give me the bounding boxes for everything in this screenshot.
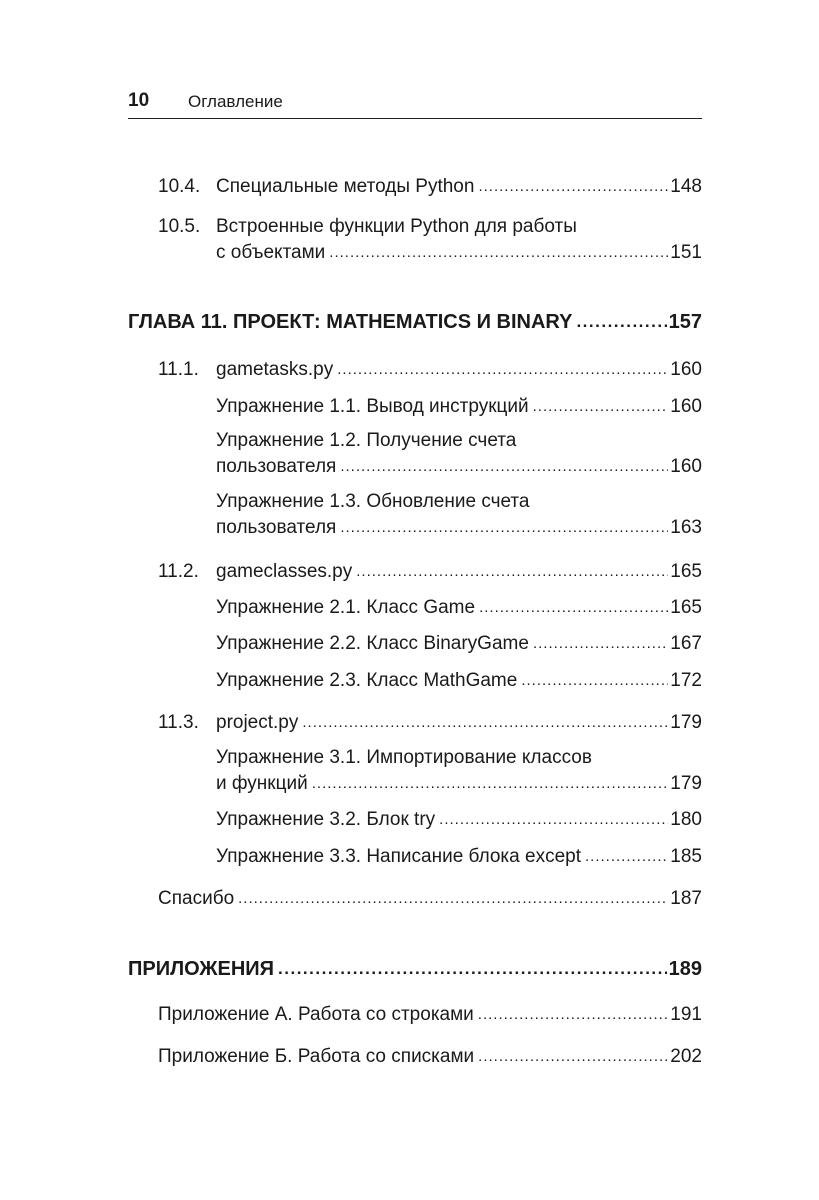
toc-appendices	[128, 954, 702, 980]
toc-entry-number: 11.2.	[158, 561, 199, 582]
exercise-title: Упражнение 3.2. Блок try	[216, 809, 439, 831]
dot-leader	[278, 958, 667, 980]
chapter-page-number: 189	[668, 958, 702, 980]
dot-leader	[340, 517, 668, 539]
dot-leader	[312, 773, 669, 795]
dot-leader	[439, 809, 668, 831]
toc-entry-number: 11.1.	[158, 359, 199, 380]
running-header	[128, 90, 702, 118]
toc-entry-11-2	[158, 557, 702, 583]
chapter-title: ПРИЛОЖЕНИЯ	[128, 958, 278, 980]
dot-leader	[479, 597, 668, 619]
dot-leader	[533, 633, 668, 655]
toc-page-number: 180	[670, 809, 702, 830]
dot-leader	[478, 176, 668, 198]
toc-page-number: 202	[670, 1046, 702, 1067]
toc-page-number: 165	[670, 597, 702, 618]
toc-appendix-b	[158, 1042, 702, 1068]
header-page-number: 10	[128, 90, 150, 111]
toc-page-number: 163	[670, 517, 702, 538]
exercise-title: Упражнение 2.3. Класс MathGame	[216, 670, 521, 692]
header-title: Оглавление	[188, 92, 283, 111]
exercise-title-cont: пользователя	[216, 517, 340, 539]
toc-page-number: 187	[670, 888, 702, 909]
chapter-page-number: 157	[668, 311, 702, 333]
toc-exercise-1-1	[216, 392, 702, 418]
toc-page-number: 179	[670, 773, 702, 794]
toc-page-number: 160	[670, 359, 702, 380]
toc-page-number: 172	[670, 670, 702, 691]
toc-entry-title: Приложение А. Работа со строками	[158, 1004, 478, 1026]
toc-appendix-a	[158, 1000, 702, 1026]
exercise-title-cont: и функций	[216, 773, 312, 795]
toc-exercise-1-2	[216, 452, 702, 478]
dot-leader	[478, 1004, 669, 1026]
toc-entry-title: Приложение Б. Работа со списками	[158, 1046, 478, 1068]
dot-leader	[585, 846, 668, 868]
toc-exercise-3-1	[216, 769, 702, 795]
toc-entry-title: gameclasses.py	[216, 561, 353, 582]
toc-exercise-2-3	[216, 666, 702, 692]
toc-entry-title-cont: с объектами	[216, 242, 329, 264]
dot-leader	[302, 712, 668, 734]
toc-exercise-3-3	[216, 842, 702, 868]
toc-exercise-1-3	[216, 513, 702, 539]
dot-leader	[337, 359, 668, 381]
chapter-title: ГЛАВА 11. ПРОЕКТ: MATHEMATICS И BINARY	[128, 311, 576, 333]
toc-chapter-11	[128, 307, 702, 333]
toc-entry-10-4	[158, 172, 702, 198]
dot-leader	[521, 670, 668, 692]
dot-leader	[356, 561, 668, 583]
toc-page-number: 160	[670, 396, 702, 417]
dot-leader	[329, 242, 668, 264]
dot-leader	[340, 456, 668, 478]
exercise-title: Упражнение 3.3. Написание блока except	[216, 846, 585, 868]
toc-entry-title: project.py	[216, 712, 299, 733]
toc-page-number: 160	[670, 456, 702, 477]
dot-leader	[238, 888, 668, 910]
toc-entry-thanks	[158, 884, 702, 910]
dot-leader	[478, 1046, 668, 1068]
exercise-title: Упражнение 1.1. Вывод инструкций	[216, 396, 533, 418]
toc-page-number: 191	[670, 1004, 702, 1025]
toc-exercise-3-1-line1: Упражнение 3.1. Импортирование классов	[216, 747, 592, 768]
toc-entry-title: Спасибо	[158, 888, 238, 910]
toc-exercise-2-2	[216, 629, 702, 655]
dot-leader	[576, 311, 666, 333]
toc-entry-title: Специальные методы Python	[216, 176, 475, 197]
toc-entry-10-5-line1	[158, 216, 577, 238]
toc-entry-number: 10.5.	[158, 216, 201, 237]
toc-page-number: 148	[670, 176, 702, 197]
exercise-title-cont: пользователя	[216, 456, 340, 478]
toc-exercise-3-2	[216, 805, 702, 831]
header-rule	[128, 118, 702, 119]
toc-entry-10-5	[216, 238, 702, 264]
toc-exercise-1-3-line1: Упражнение 1.3. Обновление счета	[216, 491, 530, 512]
toc-entry-number: 11.3.	[158, 712, 199, 733]
toc-page-number: 185	[670, 846, 702, 867]
toc-entry-title: gametasks.py	[216, 359, 334, 380]
toc-exercise-2-1	[216, 593, 702, 619]
toc-page-number: 167	[670, 633, 702, 654]
toc-page-number: 179	[670, 712, 702, 733]
toc-page-number: 165	[670, 561, 702, 582]
exercise-title: Упражнение 2.2. Класс BinaryGame	[216, 633, 533, 655]
toc-entry-title: Встроенные функции Python для работы	[216, 216, 577, 237]
toc-entry-number: 10.4.	[158, 176, 201, 197]
toc-entry-11-1	[158, 355, 702, 381]
toc-page-number: 151	[670, 242, 702, 263]
dot-leader	[533, 396, 669, 418]
toc-exercise-1-2-line1: Упражнение 1.2. Получение счета	[216, 430, 517, 451]
toc-entry-11-3	[158, 708, 702, 734]
exercise-title: Упражнение 2.1. Класс Game	[216, 597, 479, 619]
